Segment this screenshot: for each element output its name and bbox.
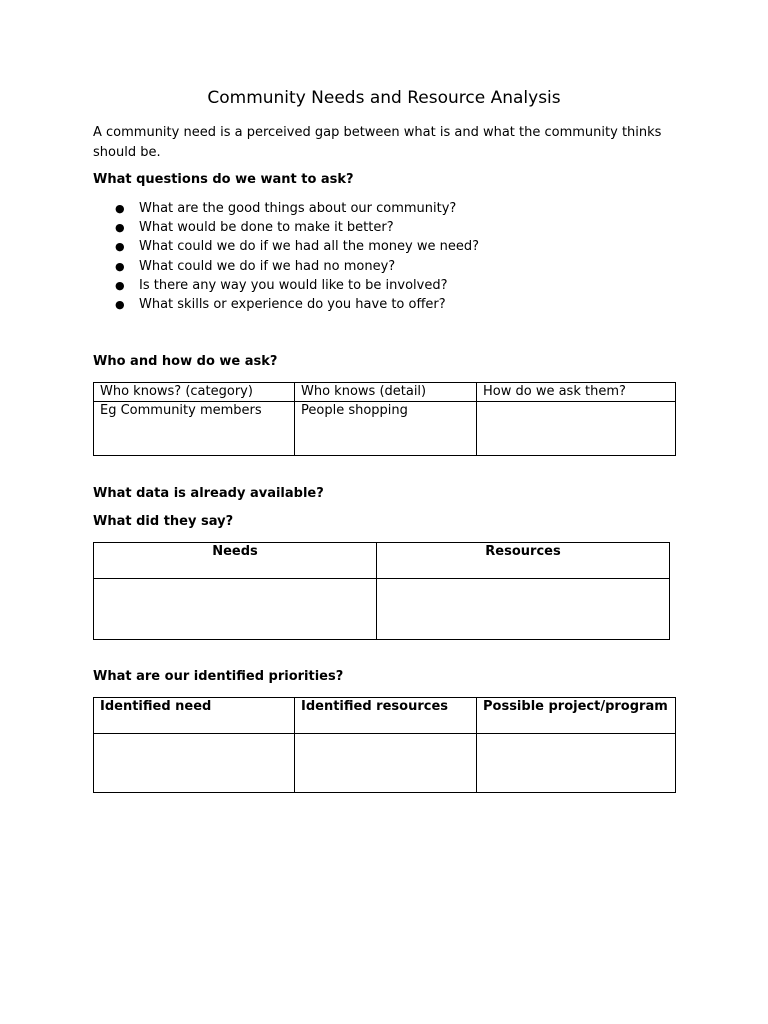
list-item [93, 218, 479, 237]
intro-paragraph: A community need is a perceived gap between what is and what the community thinks should be. [93, 125, 662, 160]
question-text: Is there any way you would like to be involved? [139, 277, 448, 293]
table-header-cell: Possible project/program [477, 698, 676, 734]
who-table [93, 382, 676, 456]
bullet-icon: ● [115, 297, 125, 311]
priorities-table [93, 697, 676, 793]
table-row [94, 579, 670, 640]
table-cell[interactable] [477, 402, 676, 456]
table-cell[interactable] [94, 734, 295, 793]
table-cell[interactable]: People shopping [295, 402, 477, 456]
table-cell[interactable] [94, 579, 377, 640]
table-row [94, 543, 670, 579]
said-heading: What did they say? [93, 514, 234, 529]
list-item [93, 199, 479, 218]
table-header-cell: Resources [377, 543, 670, 579]
table-header-cell: Needs [94, 543, 377, 579]
list-item [93, 276, 479, 295]
table-cell[interactable]: Eg Community members [94, 402, 295, 456]
question-text: What could we do if we had no money? [139, 258, 396, 274]
bullet-icon: ● [115, 202, 125, 215]
table-cell[interactable] [295, 734, 477, 793]
bullet-icon: ● [115, 259, 125, 273]
questions-heading: What questions do we want to ask? [93, 172, 354, 187]
question-text: What would be done to make it better? [139, 220, 394, 236]
list-item [93, 237, 479, 256]
table-header-cell: How do we ask them? [477, 383, 676, 402]
bullet-icon: ● [115, 240, 125, 254]
needs-resources-table [93, 542, 670, 640]
question-text: What skills or experience do you have to offer? [139, 296, 446, 312]
question-text: What could we do if we had all the money we need? [139, 239, 480, 255]
data-heading: What data is already available? [93, 486, 324, 501]
document-title: Community Needs and Resource Analysis [207, 88, 561, 108]
list-item [93, 295, 479, 314]
list-item [93, 257, 479, 276]
questions-list [93, 199, 479, 314]
question-text: What are the good things about our community? [139, 201, 457, 216]
priorities-heading: What are our identified priorities? [93, 669, 344, 684]
table-header-cell: Identified resources [295, 698, 477, 734]
table-header-cell: Who knows (detail) [295, 383, 477, 402]
table-row [94, 402, 676, 456]
table-row [94, 734, 676, 793]
table-cell[interactable] [377, 579, 670, 640]
bullet-icon: ● [115, 278, 125, 292]
who-heading: Who and how do we ask? [93, 354, 278, 369]
table-row [94, 383, 676, 402]
bullet-icon: ● [115, 221, 125, 235]
table-header-cell: Who knows? (category) [94, 383, 295, 402]
table-header-cell: Identified need [94, 698, 295, 734]
table-cell[interactable] [477, 734, 676, 793]
table-row [94, 698, 676, 734]
